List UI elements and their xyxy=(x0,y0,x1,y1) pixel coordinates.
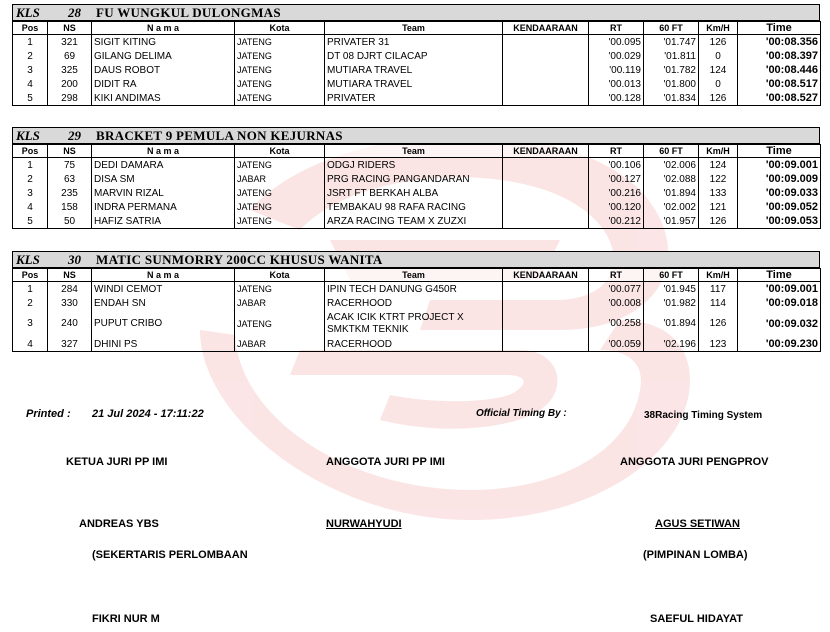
speed-cell: 114 xyxy=(699,296,738,310)
city-cell: JATENG xyxy=(235,214,325,229)
city-cell: JABAR xyxy=(235,172,325,186)
class-number: 28 xyxy=(68,4,81,20)
name-cell: MARVIN RIZAL xyxy=(92,186,235,200)
column-header: Time xyxy=(738,22,821,35)
time-cell: '00:09.018 xyxy=(738,296,821,310)
table-row xyxy=(13,337,821,352)
time-cell: '00:09.033 xyxy=(738,186,821,200)
rt-cell: '00.127 xyxy=(589,172,644,186)
column-header: 60 FT xyxy=(644,269,699,282)
table-row xyxy=(13,282,821,297)
class-title: MATIC SUNMORRY 200CC KHUSUS WANITA xyxy=(96,251,383,267)
header-row xyxy=(13,269,821,282)
city-cell: JATENG xyxy=(235,310,325,337)
rt-cell: '00.013 xyxy=(589,77,644,91)
team-cell: RACERHOOD xyxy=(325,337,503,352)
pos-cell: 3 xyxy=(13,63,48,77)
column-header: Pos xyxy=(13,22,48,35)
speed-cell: 117 xyxy=(699,282,738,297)
ns-cell: 63 xyxy=(48,172,92,186)
team-cell: PRG RACING PANGANDARAN xyxy=(325,172,503,186)
city-cell: JABAR xyxy=(235,296,325,310)
name-cell: DISA SM xyxy=(92,172,235,186)
team-cell: TEMBAKAU 98 RAFA RACING xyxy=(325,200,503,214)
column-header: Team xyxy=(325,145,503,158)
ns-cell: 325 xyxy=(48,63,92,77)
ns-cell: 75 xyxy=(48,158,92,173)
city-cell: JATENG xyxy=(235,63,325,77)
column-header: RT xyxy=(589,269,644,282)
team-cell: MUTIARA TRAVEL xyxy=(325,63,503,77)
ft60-cell: '01.945 xyxy=(644,282,699,297)
name-cell: DAUS ROBOT xyxy=(92,63,235,77)
pos-cell: 4 xyxy=(13,77,48,91)
rt-cell: '00.212 xyxy=(589,214,644,229)
class-header xyxy=(12,127,820,144)
role-pimpinan: (PIMPINAN LOMBA) xyxy=(643,549,748,561)
rt-cell: '00.216 xyxy=(589,186,644,200)
pos-cell: 2 xyxy=(13,172,48,186)
header-row xyxy=(13,22,821,35)
name-andreas: ANDREAS YBS xyxy=(79,518,159,530)
speed-cell: 133 xyxy=(699,186,738,200)
rt-cell: '00.029 xyxy=(589,49,644,63)
team-cell: PRIVATER xyxy=(325,91,503,106)
results-table xyxy=(12,144,821,229)
name-cell: SIGIT KITING xyxy=(92,35,235,50)
city-cell: JATENG xyxy=(235,77,325,91)
name-cell: INDRA PERMANA xyxy=(92,200,235,214)
pos-cell: 4 xyxy=(13,337,48,352)
team-cell: ODGJ RIDERS xyxy=(325,158,503,173)
vehicle-cell xyxy=(503,337,589,352)
name-cell: DIDIT RA xyxy=(92,77,235,91)
time-cell: '00:09.001 xyxy=(738,158,821,173)
city-cell: JATENG xyxy=(235,158,325,173)
pos-cell: 1 xyxy=(13,158,48,173)
column-header: N a m a xyxy=(92,22,235,35)
column-header: NS xyxy=(48,269,92,282)
class-label: KLS xyxy=(16,4,40,20)
team-cell: PRIVATER 31 xyxy=(325,35,503,50)
class-header xyxy=(12,4,820,21)
column-header: Time xyxy=(738,269,821,282)
rt-cell: '00.095 xyxy=(589,35,644,50)
ft60-cell: '01.747 xyxy=(644,35,699,50)
city-cell: JATENG xyxy=(235,186,325,200)
name-nurwahyudi: NURWAHYUDI xyxy=(326,518,402,530)
time-cell: '00:09.032 xyxy=(738,310,821,337)
time-cell: '00:09.230 xyxy=(738,337,821,352)
pos-cell: 5 xyxy=(13,91,48,106)
column-header: NS xyxy=(48,22,92,35)
rt-cell: '00.077 xyxy=(589,282,644,297)
column-header: 60 FT xyxy=(644,22,699,35)
ns-cell: 298 xyxy=(48,91,92,106)
speed-cell: 126 xyxy=(699,91,738,106)
ns-cell: 327 xyxy=(48,337,92,352)
pos-cell: 4 xyxy=(13,200,48,214)
ft60-cell: '02.088 xyxy=(644,172,699,186)
vehicle-cell xyxy=(503,63,589,77)
name-cell: PUPUT CRIBO xyxy=(92,310,235,337)
column-header: KENDAARAAN xyxy=(503,22,589,35)
column-header: Team xyxy=(325,269,503,282)
time-cell: '00:09.052 xyxy=(738,200,821,214)
vehicle-cell xyxy=(503,296,589,310)
column-header: Km/H xyxy=(699,269,738,282)
column-header: RT xyxy=(589,22,644,35)
column-header: N a m a xyxy=(92,269,235,282)
team-cell: MUTIARA TRAVEL xyxy=(325,77,503,91)
speed-cell: 121 xyxy=(699,200,738,214)
time-cell: '00:08.517 xyxy=(738,77,821,91)
class-title: FU WUNGKUL DULONGMAS xyxy=(96,4,281,20)
class-title: BRACKET 9 PEMULA NON KEJURNAS xyxy=(96,127,343,143)
table-row xyxy=(13,296,821,310)
class-number: 30 xyxy=(68,251,81,267)
results-table xyxy=(12,268,821,352)
title-anggota-pengprov: ANGGOTA JURI PENGPROV xyxy=(620,456,769,468)
ns-cell: 69 xyxy=(48,49,92,63)
speed-cell: 126 xyxy=(699,214,738,229)
rt-cell: '00.258 xyxy=(589,310,644,337)
class-label: KLS xyxy=(16,127,40,143)
vehicle-cell xyxy=(503,49,589,63)
rt-cell: '00.008 xyxy=(589,296,644,310)
table-row xyxy=(13,214,821,229)
column-header: KENDAARAAN xyxy=(503,145,589,158)
printed-label: Printed : xyxy=(26,408,71,420)
name-cell: ENDAH SN xyxy=(92,296,235,310)
table-row xyxy=(13,172,821,186)
speed-cell: 0 xyxy=(699,49,738,63)
pos-cell: 1 xyxy=(13,282,48,297)
results-table xyxy=(12,21,821,106)
ns-cell: 200 xyxy=(48,77,92,91)
table-row xyxy=(13,91,821,106)
ft60-cell: '01.957 xyxy=(644,214,699,229)
team-cell: JSRT FT BERKAH ALBA xyxy=(325,186,503,200)
table-row xyxy=(13,35,821,50)
column-header: Km/H xyxy=(699,145,738,158)
team-cell: ARZA RACING TEAM X ZUZXI xyxy=(325,214,503,229)
pos-cell: 2 xyxy=(13,49,48,63)
vehicle-cell xyxy=(503,214,589,229)
vehicle-cell xyxy=(503,310,589,337)
ft60-cell: '01.800 xyxy=(644,77,699,91)
official-timing-label: Official Timing By : xyxy=(476,408,567,419)
ns-cell: 158 xyxy=(48,200,92,214)
team-cell: IPIN TECH DANUNG G450R xyxy=(325,282,503,297)
pos-cell: 3 xyxy=(13,186,48,200)
column-header: Kota xyxy=(235,145,325,158)
time-cell: '00:08.446 xyxy=(738,63,821,77)
title-anggota-juri: ANGGOTA JURI PP IMI xyxy=(326,456,445,468)
printed-date: 21 Jul 2024 - 17:11:22 xyxy=(92,408,204,420)
table-row xyxy=(13,158,821,173)
name-agus: AGUS SETIWAN xyxy=(655,518,740,530)
table-row xyxy=(13,63,821,77)
name-cell: DEDI DAMARA xyxy=(92,158,235,173)
column-header: N a m a xyxy=(92,145,235,158)
column-header: 60 FT xyxy=(644,145,699,158)
city-cell: JATENG xyxy=(235,49,325,63)
name-cell: DHINI PS xyxy=(92,337,235,352)
role-sekertaris: (SEKERTARIS PERLOMBAAN xyxy=(92,549,248,561)
column-header: Kota xyxy=(235,22,325,35)
table-row xyxy=(13,186,821,200)
ns-cell: 240 xyxy=(48,310,92,337)
name-fikri: FIKRI NUR M xyxy=(92,613,160,625)
title-ketua-juri: KETUA JURI PP IMI xyxy=(66,456,168,468)
ft60-cell: '01.894 xyxy=(644,186,699,200)
column-header: KENDAARAAN xyxy=(503,269,589,282)
speed-cell: 0 xyxy=(699,77,738,91)
city-cell: JATENG xyxy=(235,282,325,297)
pos-cell: 3 xyxy=(13,310,48,337)
ns-cell: 235 xyxy=(48,186,92,200)
vehicle-cell xyxy=(503,91,589,106)
time-cell: '00:09.001 xyxy=(738,282,821,297)
time-cell: '00:08.527 xyxy=(738,91,821,106)
time-cell: '00:08.397 xyxy=(738,49,821,63)
time-cell: '00:09.009 xyxy=(738,172,821,186)
class-header xyxy=(12,251,820,268)
timing-system-name: 38Racing Timing System xyxy=(644,410,763,421)
ns-cell: 321 xyxy=(48,35,92,50)
column-header: Kota xyxy=(235,269,325,282)
ft60-cell: '01.782 xyxy=(644,63,699,77)
ft60-cell: '01.894 xyxy=(644,310,699,337)
column-header: RT xyxy=(589,145,644,158)
column-header: Pos xyxy=(13,269,48,282)
pos-cell: 5 xyxy=(13,214,48,229)
column-header: Team xyxy=(325,22,503,35)
speed-cell: 124 xyxy=(699,63,738,77)
ns-cell: 284 xyxy=(48,282,92,297)
name-cell: GILANG DELIMA xyxy=(92,49,235,63)
vehicle-cell xyxy=(503,186,589,200)
ns-cell: 50 xyxy=(48,214,92,229)
name-saeful: SAEFUL HIDAYAT xyxy=(650,613,743,625)
class-label: KLS xyxy=(16,251,40,267)
ft60-cell: '01.834 xyxy=(644,91,699,106)
name-cell: WINDI CEMOT xyxy=(92,282,235,297)
rt-cell: '00.128 xyxy=(589,91,644,106)
pos-cell: 2 xyxy=(13,296,48,310)
vehicle-cell xyxy=(503,158,589,173)
class-number: 29 xyxy=(68,127,81,143)
ft60-cell: '01.811 xyxy=(644,49,699,63)
pos-cell: 1 xyxy=(13,35,48,50)
ft60-cell: '02.002 xyxy=(644,200,699,214)
city-cell: JABAR xyxy=(235,337,325,352)
column-header: Km/H xyxy=(699,22,738,35)
table-row xyxy=(13,77,821,91)
table-row xyxy=(13,310,821,337)
header-row xyxy=(13,145,821,158)
ft60-cell: '02.196 xyxy=(644,337,699,352)
time-cell: '00:09.053 xyxy=(738,214,821,229)
rt-cell: '00.120 xyxy=(589,200,644,214)
name-cell: HAFIZ SATRIA xyxy=(92,214,235,229)
vehicle-cell xyxy=(503,77,589,91)
ft60-cell: '02.006 xyxy=(644,158,699,173)
vehicle-cell xyxy=(503,35,589,50)
time-cell: '00:08.356 xyxy=(738,35,821,50)
rt-cell: '00.106 xyxy=(589,158,644,173)
vehicle-cell xyxy=(503,200,589,214)
city-cell: JATENG xyxy=(235,91,325,106)
table-row xyxy=(13,49,821,63)
vehicle-cell xyxy=(503,172,589,186)
column-header: Pos xyxy=(13,145,48,158)
column-header: Time xyxy=(738,145,821,158)
speed-cell: 123 xyxy=(699,337,738,352)
speed-cell: 126 xyxy=(699,35,738,50)
city-cell: JATENG xyxy=(235,200,325,214)
class-section-29 xyxy=(12,127,820,229)
ft60-cell: '01.982 xyxy=(644,296,699,310)
city-cell: JATENG xyxy=(235,35,325,50)
table-row xyxy=(13,200,821,214)
speed-cell: 122 xyxy=(699,172,738,186)
ns-cell: 330 xyxy=(48,296,92,310)
vehicle-cell xyxy=(503,282,589,297)
team-cell: ACAK ICIK KTRT PROJECT X SMKTKM TEKNIK xyxy=(325,310,503,337)
name-cell: KIKI ANDIMAS xyxy=(92,91,235,106)
class-section-28 xyxy=(12,4,820,106)
class-section-30 xyxy=(12,251,820,352)
rt-cell: '00.059 xyxy=(589,337,644,352)
speed-cell: 126 xyxy=(699,310,738,337)
rt-cell: '00.119 xyxy=(589,63,644,77)
team-cell: RACERHOOD xyxy=(325,296,503,310)
column-header: NS xyxy=(48,145,92,158)
speed-cell: 124 xyxy=(699,158,738,173)
team-cell: DT 08 DJRT CILACAP xyxy=(325,49,503,63)
